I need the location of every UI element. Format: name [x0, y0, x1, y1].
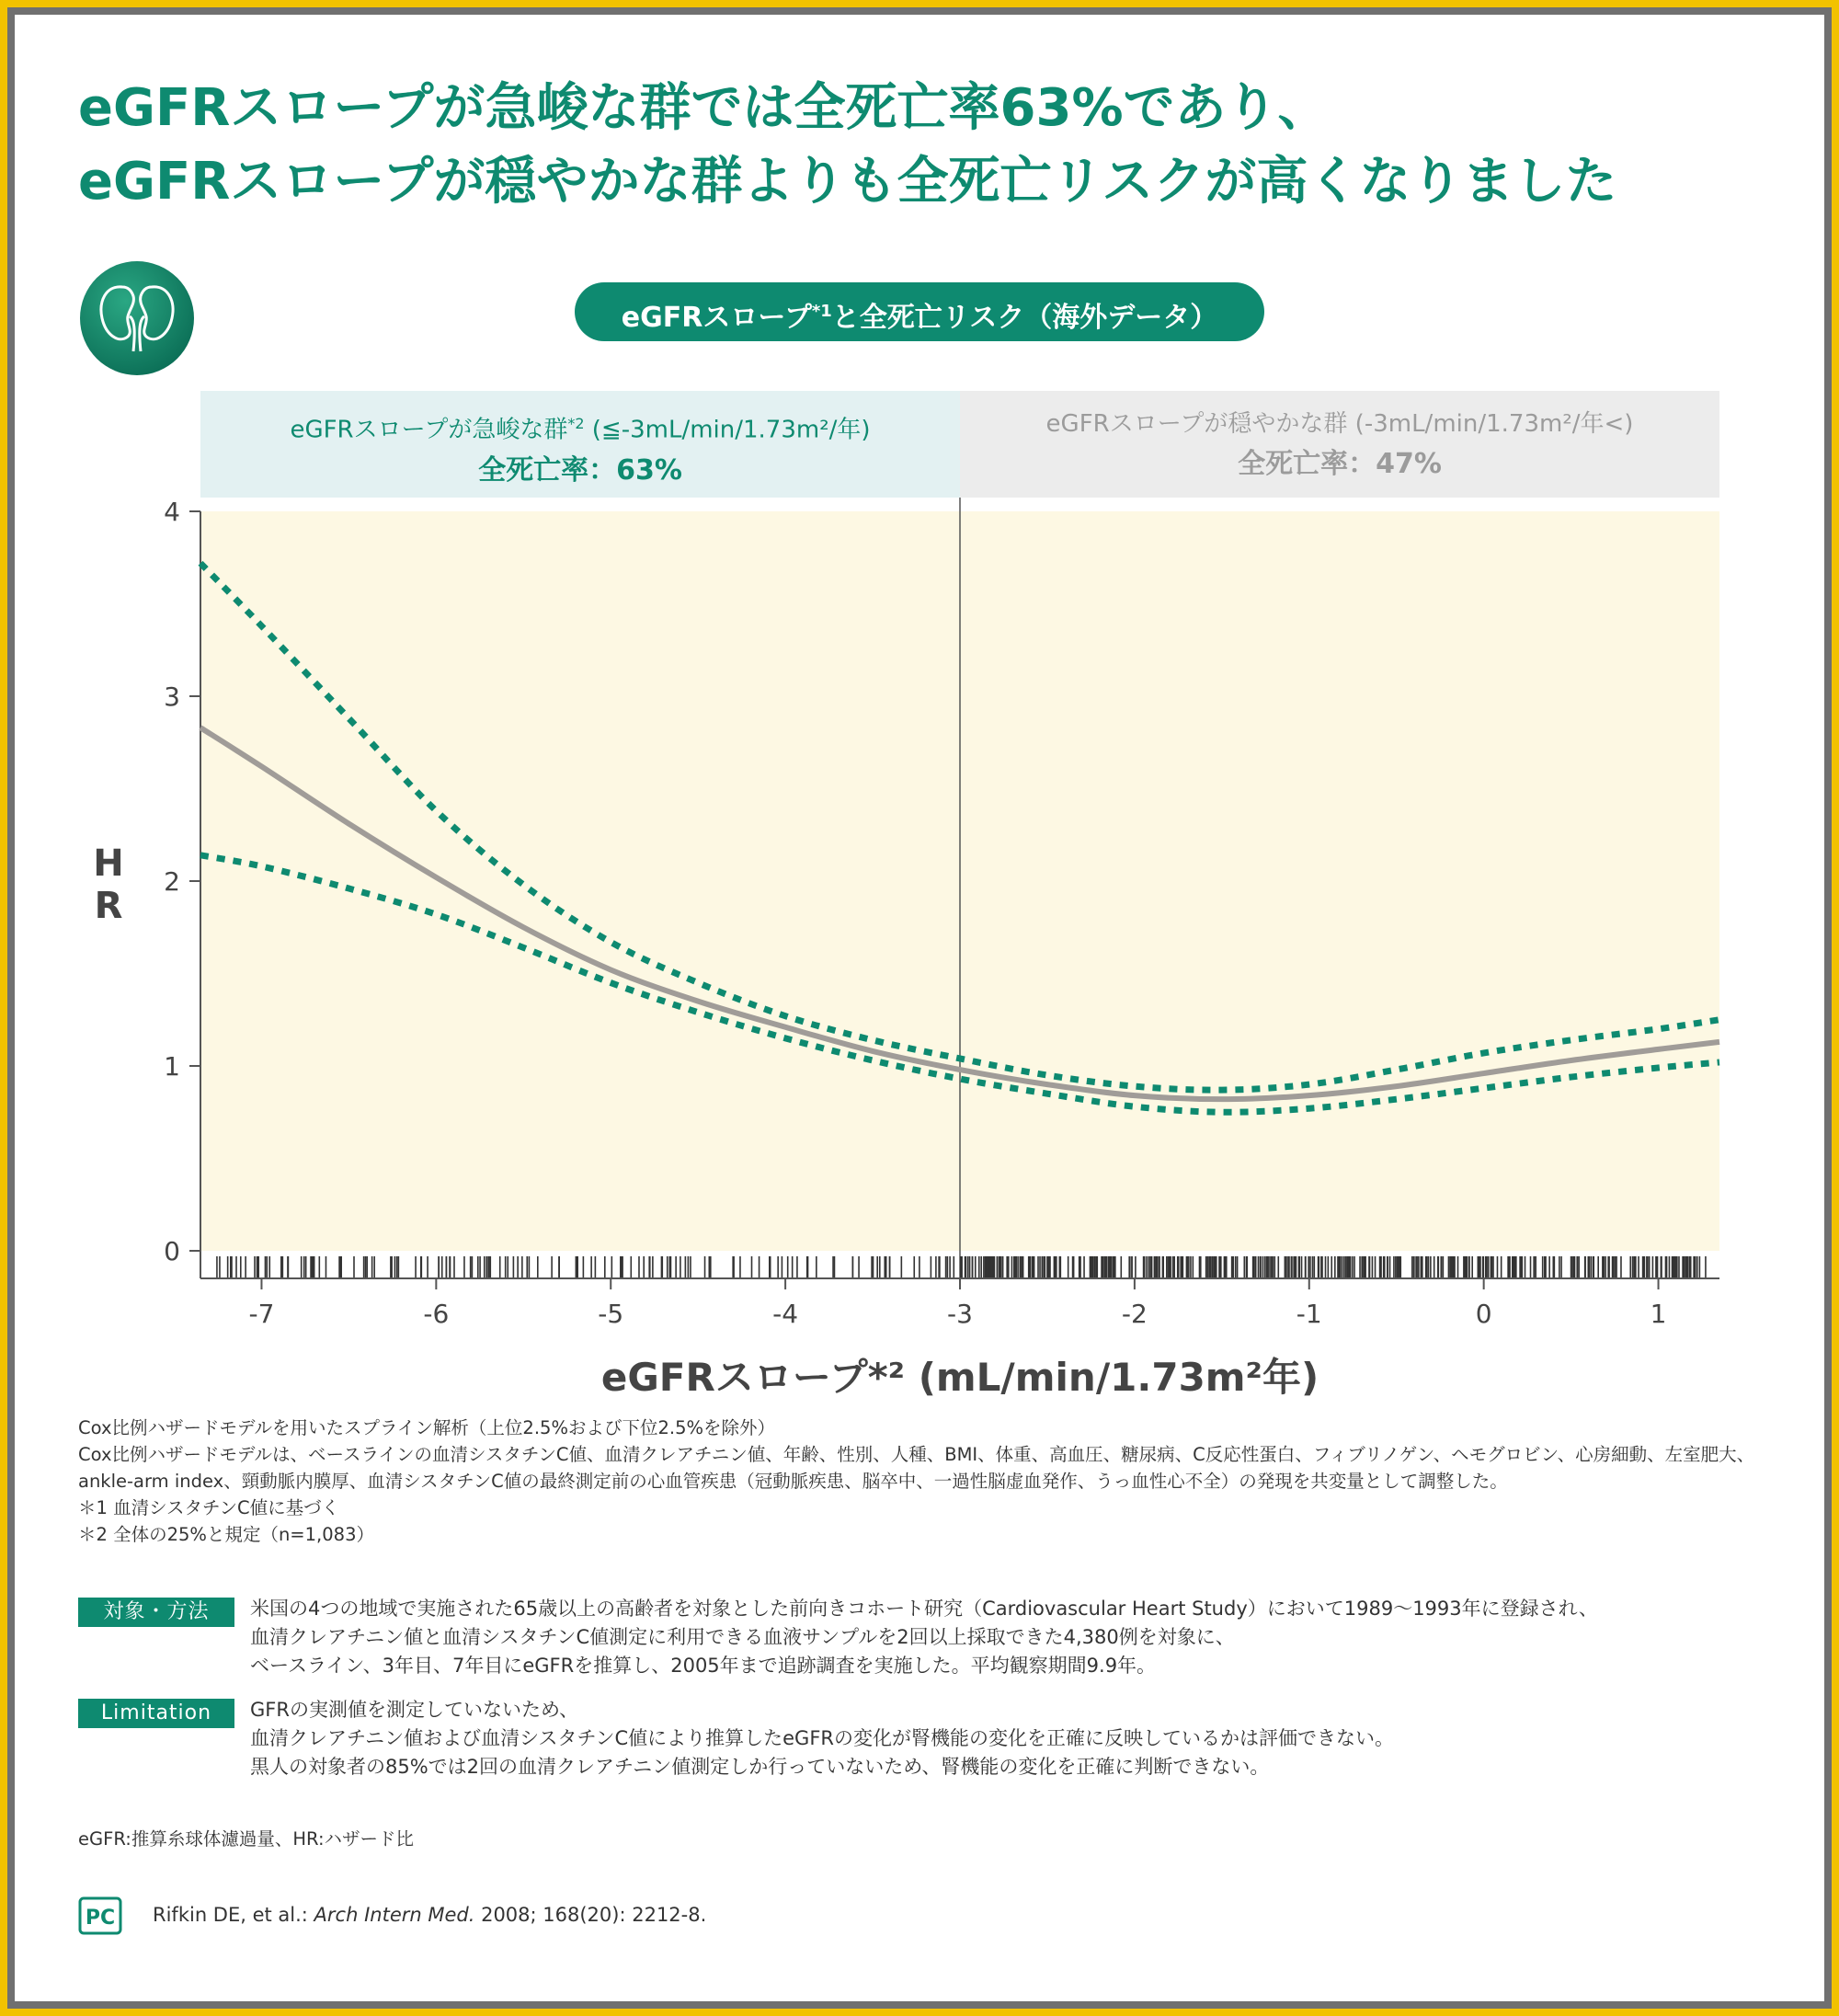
limitation-line: 血清クレアチニン値および血清シスタチンC値により推算したeGFRの変化が腎機能の変化を正確に反映しているかは評価できない。 — [250, 1727, 1395, 1749]
reference-details: 2008; 168(20): 2212-8. — [474, 1904, 707, 1926]
x-tick-label: -6 — [423, 1299, 450, 1329]
gentle-group-label: eGFRスロープが穏やかな群 (-3mL/min/1.73m²/年<) — [1045, 410, 1634, 438]
x-tick-label: 0 — [1475, 1299, 1492, 1329]
abbreviations: eGFR:推算糸球体濾過量、HR:ハザード比 — [78, 1828, 415, 1850]
chart-header-sup: *1 — [811, 302, 832, 321]
title-line-2: eGFRスロープが穏やかな群よりも全死亡リスクが高くなりました — [78, 152, 1617, 212]
x-tick-label: -3 — [947, 1299, 973, 1329]
reference-journal: Arch Intern Med. — [314, 1904, 475, 1926]
y-axis-label-char: R — [94, 885, 123, 927]
x-axis-label: eGFRスロープ*² (mL/min/1.73m²年) — [600, 1355, 1319, 1398]
y-tick-label: 0 — [164, 1236, 180, 1266]
y-axis-label-char: H — [93, 842, 124, 885]
x-tick-label: -4 — [772, 1299, 799, 1329]
y-tick-label: 3 — [164, 682, 180, 712]
footnote-line: Cox比例ハザードモデルを用いたスプライン解析（上位2.5%および下位2.5%を除外） — [78, 1417, 776, 1438]
methods-line: 血清クレアチニン値と血清シスタチンC値測定に利用できる血液サンプルを2回以上採取できた4,380例を対象に、 — [250, 1626, 1235, 1648]
title-line-1: eGFRスロープが急峻な群では全死亡率63%であり、 — [78, 78, 1330, 138]
steep-group-label: eGFRスロープが急峻な群 — [290, 416, 568, 444]
footnotes — [78, 1415, 1788, 1548]
limitation-line: GFRの実測値を測定していないため、 — [250, 1699, 579, 1721]
methods-tag: 対象・方法 — [78, 1598, 234, 1627]
chart-header-main: eGFRスロープ — [621, 302, 812, 334]
reference-authors: Rifkin DE, et al.: — [153, 1904, 314, 1926]
methods-text — [250, 1595, 1795, 1680]
footnote-line: Cox比例ハザードモデルは、ベースラインの血清シスタチンC値、血清クレアチニン値、年齢、性別、人種、BMI、体重、高血圧、糖尿病、C反応性蛋白、フィブリノゲン、ヘモグロビン、心房細動、左室肥大、 — [78, 1444, 1755, 1465]
footnote-line: ＊2 全体の25%と規定（n=1,083） — [78, 1524, 374, 1545]
x-tick-label: -2 — [1121, 1299, 1148, 1329]
x-tick-label: -5 — [598, 1299, 624, 1329]
y-tick-label: 1 — [164, 1051, 180, 1082]
footnote-line: ankle-arm index、頸動脈内膜厚、血清シスタチンC値の最終測定前の心血管疾患（冠動脈疾患、脳卒中、一過性脳虚血発作、うっ血性心不全）の発現を共変量として調整した。 — [78, 1471, 1508, 1492]
methods-line: 米国の4つの地域で実施された65歳以上の高齢者を対象とした前向きコホート研究（Cardiovascular Heart Study）において1989〜1993年に登録され、 — [250, 1598, 1598, 1620]
y-tick-label: 4 — [164, 497, 180, 527]
limitation-text — [250, 1696, 1795, 1781]
gentle-group-rate: 全死亡率：47% — [1238, 448, 1442, 480]
limitation-tag: Limitation — [78, 1699, 234, 1728]
x-tick-label: -1 — [1296, 1299, 1322, 1329]
footnote-line: ＊1 血清シスタチンC値に基づく — [78, 1497, 340, 1518]
pc-logo-icon — [78, 1896, 122, 1935]
svg-text:PC: PC — [85, 1907, 116, 1930]
steep-group-rate: 全死亡率：63% — [478, 453, 682, 487]
y-tick-label: 2 — [164, 866, 180, 897]
x-tick-label: -7 — [248, 1299, 275, 1329]
reference — [153, 1904, 706, 1926]
methods-line: ベースライン、3年目、7年目にeGFRを推算し、2005年まで追跡調査を実施した。平均観察期間9.9年。 — [250, 1655, 1157, 1677]
limitation-line: 黒人の対象者の85%では2回の血清クレアチニン値測定しか行っていないため、腎機能の変化を正確に判断できない。 — [250, 1756, 1270, 1778]
x-tick-label: 1 — [1650, 1299, 1667, 1329]
steep-group-sup: *2 — [567, 415, 585, 432]
chart-header-rest: と全死亡リスク（海外データ） — [831, 302, 1218, 334]
steep-group-range: (≦-3mL/min/1.73m²/年) — [584, 416, 871, 444]
